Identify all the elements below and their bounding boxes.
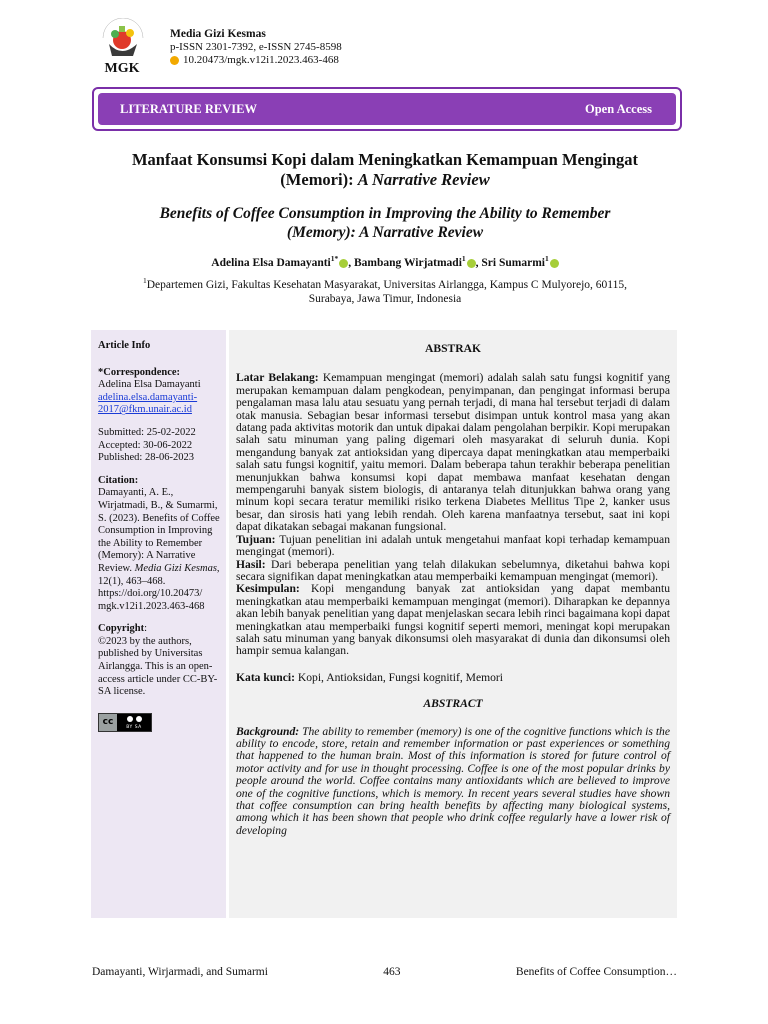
article-type: LITERATURE REVIEW <box>120 101 257 116</box>
kata-text: Kopi, Antioksidan, Fungsi kognitif, Memori <box>294 670 504 684</box>
abstract-content <box>236 343 670 837</box>
author-3-sup: 1 <box>544 254 549 263</box>
author-sep: , <box>475 256 482 269</box>
abstrak-hasil <box>236 559 670 584</box>
page-number: 463 <box>383 966 401 978</box>
copyright-heading: Copyright <box>98 623 145 635</box>
submitted-date: Submitted: 25-02-2022 <box>98 426 196 438</box>
orcid-icon[interactable] <box>550 259 559 268</box>
page-footer <box>92 966 677 978</box>
doi-icon <box>170 56 179 65</box>
abstract-heading: ABSTRACT <box>423 697 483 711</box>
hasil-text: Dari beberapa penelitian yang telah dilakukan sebelumnya, diketahui bahwa kopi secara signifikan dapat meningkatkan atau memperbaiki kemampuan mengingat (memori). <box>236 557 670 583</box>
abstrak-kesimpulan <box>236 583 670 657</box>
kesimpulan-text: Kopi mengandung banyak zat antioksidan yang dapat membantu meningkatkan atau memperbaiki kemampuan mengingat (memori). Diharapkan ke depannya akan lebih banyak penelitian yang dapat menjelaskan secara lebih rinci bagaimana kopi dapat meningkatkan atau memperbaiki fungsi kognitif seperti memori, meningat kopi merupakan salah satu minuman yang banyak dikonsumsi oleh masyarakat di dunia dan dikonsumsi oleh hampir semua kalangan. <box>236 582 670 658</box>
cc-sub-label: BY SA <box>126 724 142 730</box>
kata-kunci <box>236 672 670 684</box>
journal-info <box>170 28 342 67</box>
authors <box>90 254 680 269</box>
copyright-colon: : <box>144 623 148 635</box>
title-id-italic: A Narrative Review <box>357 170 490 189</box>
bg-label: Background: <box>236 724 300 738</box>
latar-text: Kemampuan mengingat (memori) adalah salah satu fungsi kognitif yang merupakan kemampuan dalam pengkodean, penyimpanan, dan pengingat informasi berupa pengalaman masa lalu atau sesuatu yang pernah terjadi, di mana hal tersebut terjadi di dalam otak manusia. Sebagian besar informasi tersebut disimpan untuk kontrol masa yang akan datang pada aktivitas motorik dan untuk dipakai dalam pengolahan berpikir. Kopi merupakan salah satu minuman yang paling digemari oleh masyarakat di seluruh dunia. Kopi mengandung banyak zat antioksidan yang dipercaya dapat meningkatkan atau memperbaiki salah satu fungsi kognitif, yaitu memori. Dalam beberapa tahun terakhir beberapa penelitian menunjukkan bahwa konsumsi kopi dapat membawa manfaat kesehatan dengan mempengaruhi banyak sistem biologis, di antaranya telah ditunjukkan bahwa orang yang minum kopi secara teratur memiliki risiko terkena Diabetes Mellitus Tipe 2, kanker usus besar, dan sirosis hati yang lebih rendah. Oleh karena manfaatnya tersebut, saat ini kopi dapat dikatakan sebagai makanan fungsional. <box>236 371 670 534</box>
article-type-banner <box>92 87 682 131</box>
abstrak-tujuan <box>236 534 670 559</box>
correspondence-name: Adelina Elsa Damayanti <box>98 379 201 391</box>
cc-rest <box>117 714 151 731</box>
journal-logo <box>95 18 150 76</box>
svg-text:MGK: MGK <box>104 61 140 76</box>
hasil-label: Hasil: <box>236 557 266 571</box>
citation-vol: , 12(1), 463–468. https://doi.org/10.20473/ mgk.v12i1.2023.463-468 <box>98 562 220 612</box>
citation-text: Damayanti, A. E., Wirjatmadi, B., & Sumarmi, S. (2023). Benefits of Coffee Consumption in Improving the Ability to Remember (Memory): A Narrative Review. <box>98 487 220 574</box>
correspondence-heading: *Correspondence: <box>98 366 181 378</box>
article-info-heading: Article Info <box>98 340 151 351</box>
bg-text: The ability to remember (memory) is one of the cognitive functions which is the ability to encode, store, retain and remember information or past experiences or something that happened to the human brain. Most of this information is stored for future control of motor activity and for use in thought processing. Coffee is one of the most popular drinks by people around the world. Coffee contains many antioxidants which are believed to improve one of the cognitive functions, which is memory. In recent years several studies have shown that coffee consumption can bring health benefits by affecting many biological systems, among which it has been shown that people who drink coffee regularly have a lower risk of developing <box>236 724 670 837</box>
author-3: Sri Sumarmi <box>481 256 545 269</box>
footer-authors: Damayanti, Wirjarmadi, and Sumarmi <box>92 966 268 978</box>
title-en-line2: (Memory): A Narrative Review <box>286 224 484 241</box>
affiliation <box>90 274 680 306</box>
kata-label: Kata kunci: <box>236 670 295 684</box>
citation-body <box>98 487 222 613</box>
doi-link[interactable]: 10.20473/mgk.v12i1.2023.463-468 <box>183 54 339 66</box>
citation-journal: Media Gizi Kesmas <box>134 562 217 574</box>
abstrak-latar <box>236 372 670 533</box>
title-en-line1: Benefits of Coffee Consumption in Improving the Ability to Remember <box>159 205 611 222</box>
author-1: Adelina Elsa Damayanti <box>211 256 331 269</box>
banner-inner <box>98 93 676 125</box>
footer-short-title: Benefits of Coffee Consumption… <box>515 966 677 978</box>
cc-icon: cc <box>99 714 117 731</box>
cc-by-sa-badge[interactable] <box>98 713 152 732</box>
title-id-main: Manfaat Konsumsi Kopi dalam Meningkatkan Kemampuan Mengingat <box>131 150 639 169</box>
kesimpulan-label: Kesimpulan: <box>236 582 300 596</box>
copyright-text: ©2023 by the authors, published by Universitas Airlangga. This is an open-access article under CC-BY-SA license. <box>98 635 218 698</box>
affil-sup: 1 <box>143 276 147 285</box>
author-2: Bambang Wirjatmadi <box>354 256 462 269</box>
tujuan-text: Tujuan penelitian ini adalah untuk mengetahui manfaat kopi terhadap kemampuan mengingat (memori). <box>236 532 670 559</box>
correspondence-email-1[interactable]: adelina.elsa.damayanti- <box>98 391 198 403</box>
author-2-sup: 1 <box>461 254 466 263</box>
title-indonesian <box>90 150 680 190</box>
abstract-background <box>236 726 670 838</box>
affil-line1: Departemen Gizi, Fakultas Kesehatan Masyarakat, Universitas Airlangga, Kampus C Mulyorejo, 60115, <box>146 278 627 291</box>
journal-name: Media Gizi Kesmas <box>170 28 266 40</box>
published-date: Published: 28-06-2023 <box>98 452 194 464</box>
tujuan-label: Tujuan: <box>236 532 276 546</box>
article-info-content <box>98 340 222 732</box>
latar-label: Latar Belakang: <box>236 371 319 385</box>
affil-line2: Surabaya, Jawa Timur, Indonesia <box>308 292 462 305</box>
citation-heading: Citation: <box>98 474 139 486</box>
accepted-date: Accepted: 30-06-2022 <box>98 439 193 451</box>
correspondence-email-2[interactable]: 2017@fkm.unair.ac.id <box>98 404 192 416</box>
issn: p-ISSN 2301-7392, e-ISSN 2745-8598 <box>170 41 342 53</box>
title-english <box>90 204 680 242</box>
orcid-icon[interactable] <box>339 259 348 268</box>
open-access-label: Open Access <box>584 101 652 116</box>
author-1-sup: 1* <box>330 254 339 263</box>
abstrak-heading: ABSTRAK <box>424 342 482 355</box>
copyright-heading-row <box>98 623 222 636</box>
doi-row <box>170 54 342 67</box>
orcid-icon[interactable] <box>467 259 476 268</box>
author-sep: , <box>348 256 355 269</box>
title-id-paren: (Memori): <box>280 170 354 189</box>
